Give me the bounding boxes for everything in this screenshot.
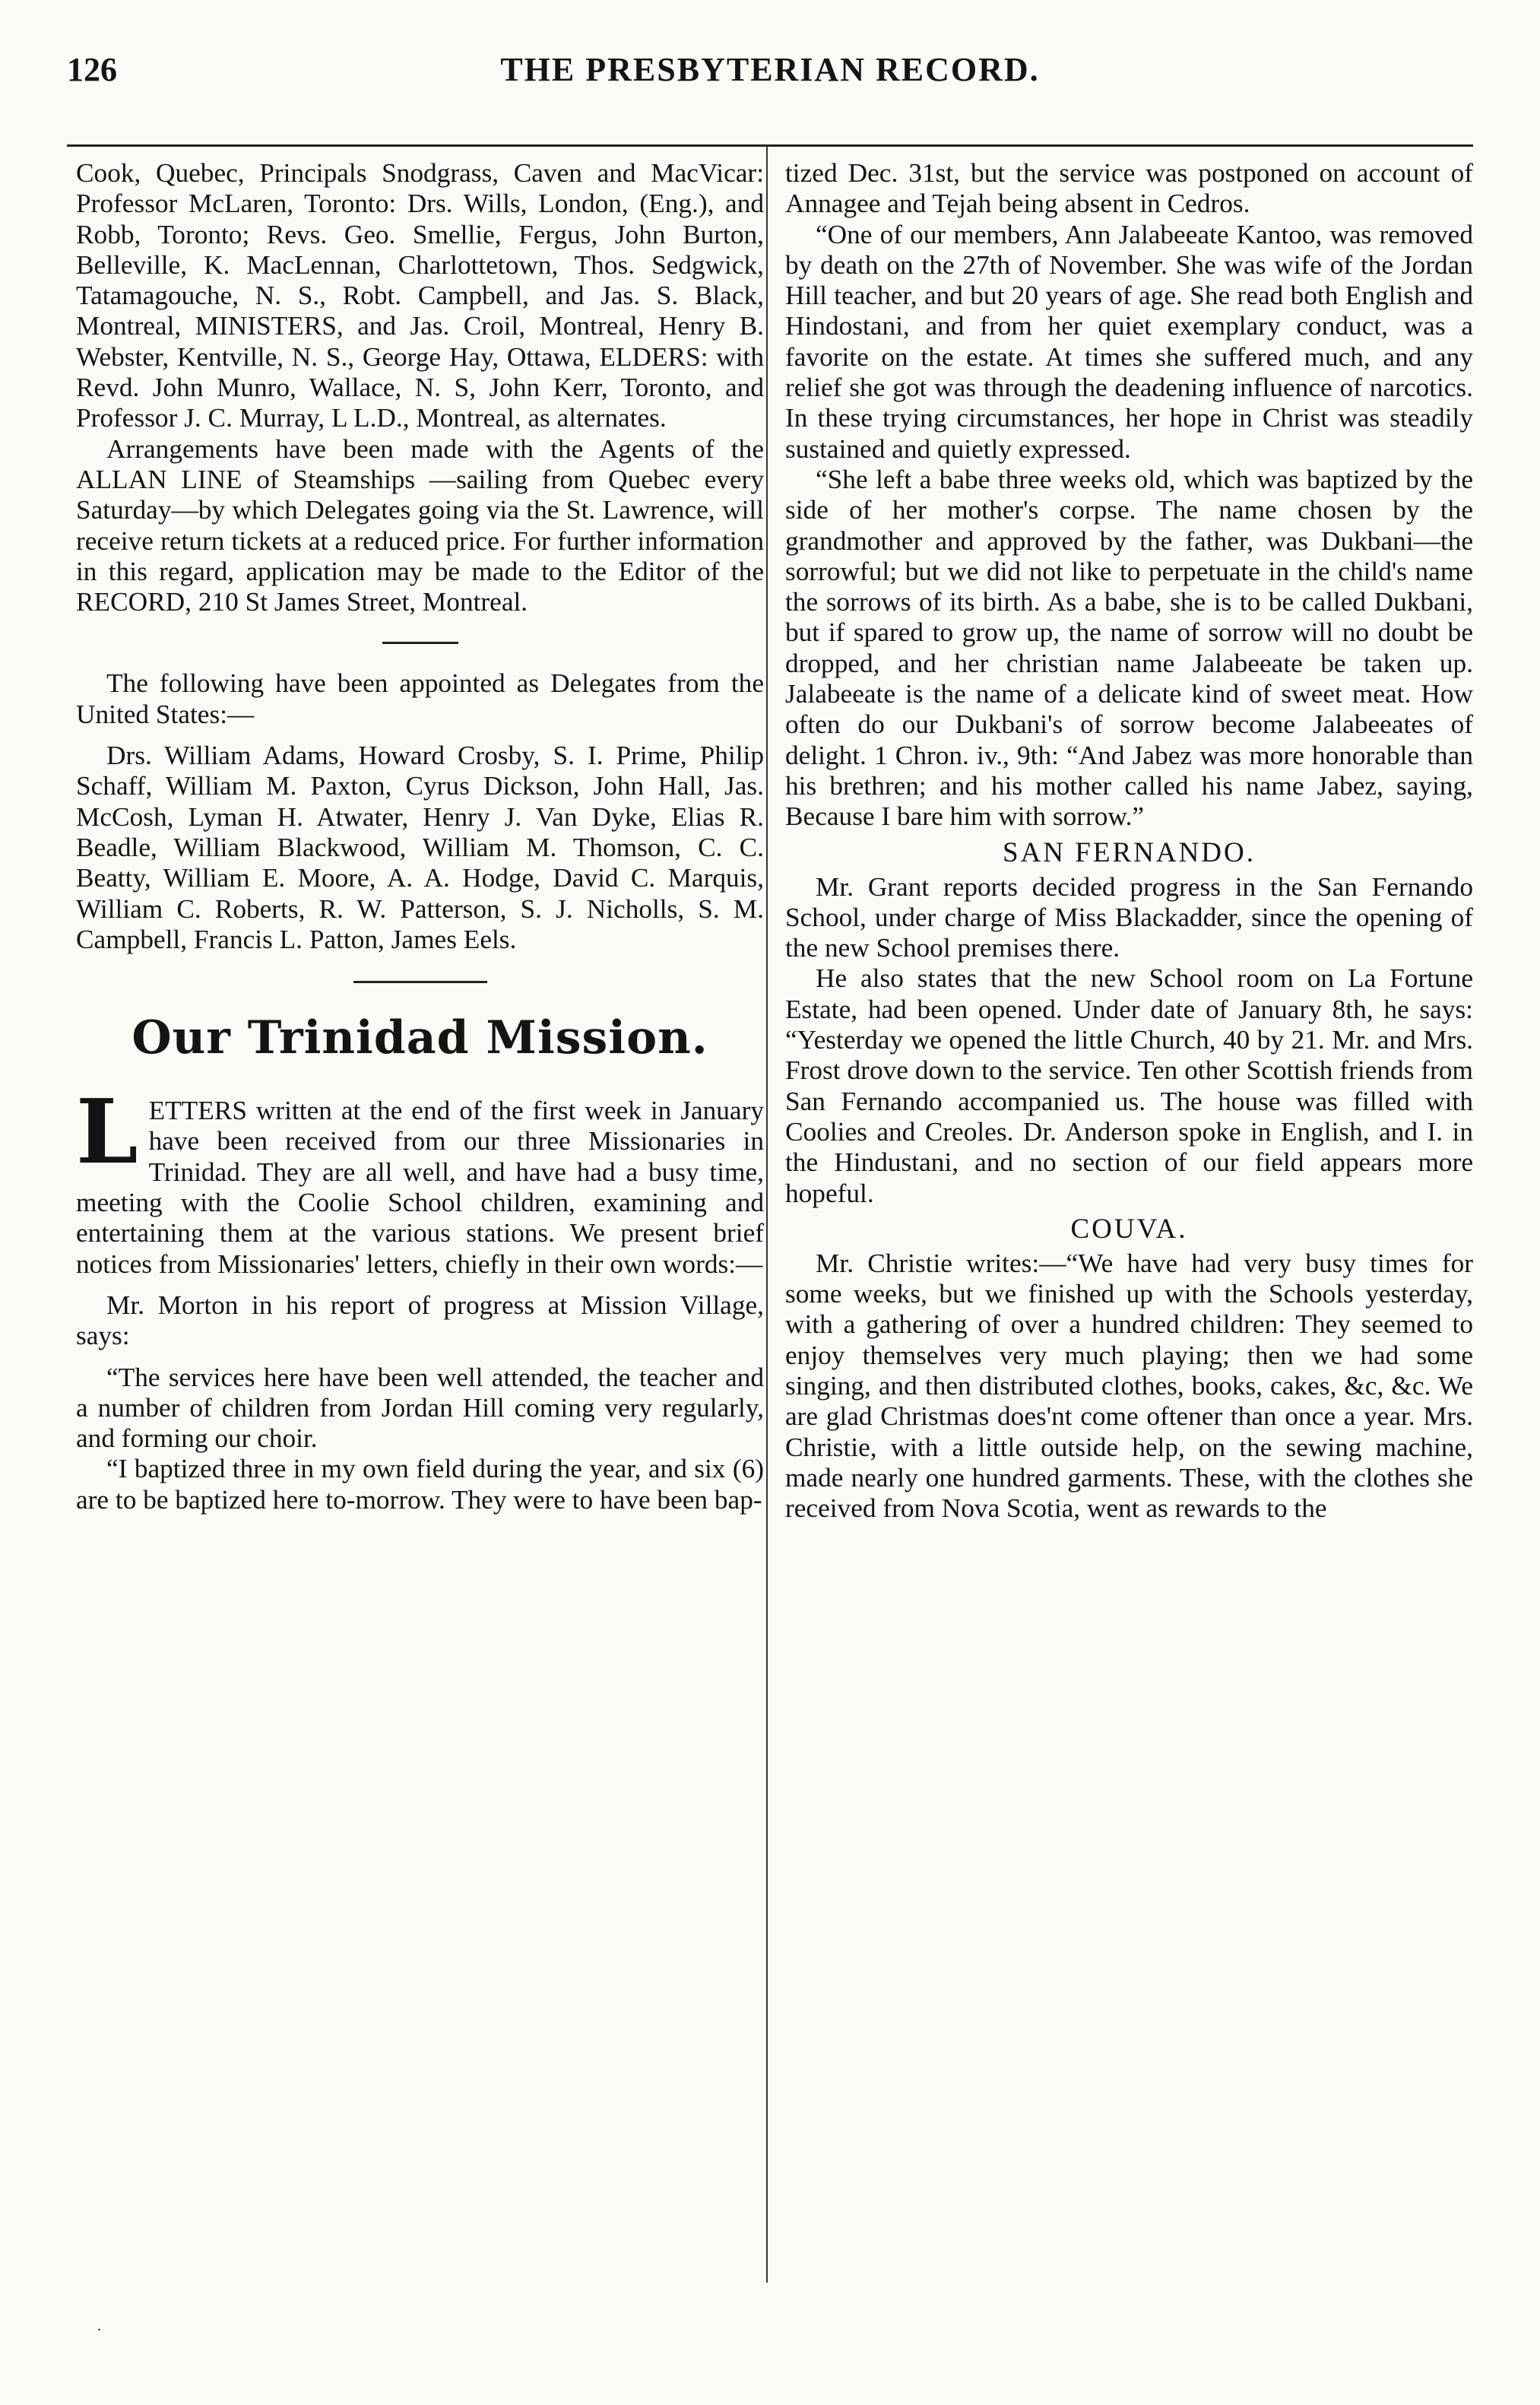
right-column	[785, 158, 1473, 1524]
section-divider	[353, 981, 487, 983]
arrangements-paragraph: Arrangements have been made with the Agents of the ALLAN LINE of Steamships —sailing from Quebec every Saturday—by which Delegates going via the St. Lawrence, will receive return tickets at a reduced price. For further information in this regard, application may be made to the Editor of the RECORD, 210 St James Street, Montreal.	[76, 433, 764, 617]
morton-paragraph: Mr. Morton in his report of progress at Mission Village, says:	[76, 1290, 764, 1351]
new-room-paragraph: He also states that the new School room on La Fortune Estate, had been opened. Under date of January 8th, he says: “Yesterday we opened the little Church, 40 by 21. Mr. and Mrs. Frost drove down to the service. Ten other Scottish friends from San Fernando accompanied us. The house was filled with Coolies and Creoles. Dr. Anderson spoke in English, and I. in the Hindustani, and no section of our field appears more hopeful.	[785, 963, 1473, 1208]
us-delegates-names: Drs. William Adams, Howard Crosby, S. I. Prime, Philip Schaff, William M. Paxton, Cyrus Dickson, John Hall, Jas. McCosh, Lyman H. Atwater, Henry J. Van Dyke, Elias R. Beadle, William Blackwood, William M. Thomson, C. C. Beatty, William E. Moore, A. A. Hodge, David C. Marquis, William C. Roberts, R. W. Patterson, S. J. Nicholls, S. M. Campbell, Francis L. Patton, James Eels.	[76, 741, 764, 954]
header-rule	[67, 144, 1473, 147]
page-header	[67, 50, 1473, 119]
margin-mark: .	[97, 2318, 101, 2334]
babe-paragraph: “She left a babe three weeks old, which was baptized by the side of her mother's corpse. The name chosen by the grandmother and approved by the father, was Dukbani—the sorrowful; but we did not like to perpetuate in the child's name the sorrows of its birth. As a babe, she is to be called Dukbani, but if spared to grow up, the name of sorrow will no doubt be dropped, and her christian name Jalabeeate be taken up. Jalabeeate is the name of a delicate kind of sweet meat. How often do our Dukbani's of sorrow become Jalabeeates of delight. 1 Chron. iv., 9th: “And Jabez was more honorable than his brethren; and his mother called his name Jabez, saying, Because I bare him with sorrow.”	[785, 464, 1473, 832]
drop-cap: L	[76, 1080, 138, 1185]
column-divider	[766, 146, 768, 2283]
services-paragraph: “The services here have been well attended, the teacher and a number of children from Jordan Hill coming very regularly, and forming our choir.	[76, 1362, 764, 1454]
ann-paragraph: “One of our members, Ann Jalabeeate Kantoo, was removed by death on the 27th of November. She was wife of the Jordan Hill teacher, and but 20 years of age. She read both English and Hindostani, and from her quiet exemplary conduct, was a favorite on the estate. At times she suffered much, and any relief she got was through the deadening influence of narcotics. In these trying circumstances, her hope in Christ was steadily sustained and quietly expressed.	[785, 219, 1473, 464]
subhead-couva: COUVA.	[1070, 1213, 1188, 1245]
delegates-list-paragraph: Cook, Quebec, Principals Snodgrass, Caven and MacVicar: Professor McLaren, Toronto: Drs. Wills, London, (Eng.), and Robb, Toronto; Revs. Geo. Smellie, Fergus, John Burton, Belleville, K. MacLennan, Charlottetown, Thos. Sedgwick, Tatamagouche, N. S., Robt. Campbell, and Jas. S. Black, Montreal, MINISTERS, and Jas. Croil, Montreal, Henry B. Webster, Kentville, N. S., George Hay, Ottawa, ELDERS: with Revd. John Munro, Wallace, N. S, John Kerr, Toronto, and Professor J. C. Murray, L L.D., Montreal, as alternates.	[76, 158, 764, 433]
subhead-san-fernando: SAN FERNANDO.	[1003, 836, 1256, 868]
tized-paragraph: tized Dec. 31st, but the service was postponed on account of Annagee and Tejah being absent in Cedros.	[785, 158, 1473, 219]
us-delegates-intro: The following have been appointed as Delegates from the United States:—	[76, 668, 764, 729]
christie-paragraph: Mr. Christie writes:—“We have had very busy times for some weeks, but we finished up with the Schools yesterday, with a gathering of over a hundred children: They seemed to enjoy themselves very much playing; then we had some singing, and then distributed clothes, books, cakes, &c, &c. We are glad Christmas does'nt come oftener than once a year. Mrs. Christie, with a little outside help, on the sewing machine, made nearly one hundred garments. These, with the clothes she received from Nova Scotia, went as rewards to the	[785, 1248, 1473, 1524]
journal-title: THE PRESBYTERIAN RECORD.	[500, 51, 1040, 88]
section-divider	[382, 642, 458, 644]
letters-text: ETTERS written at the end of the first week in January have been received from our three Missionaries in Trinidad. They are all well, and have had a busy time, meeting with the Coolie School children, examining and entertaining them at the various stations. We present brief notices from Missionaries' letters, chiefly in their own words:—	[76, 1096, 764, 1279]
section-title: Our Trinidad Mission.	[132, 1011, 708, 1065]
grant-paragraph: Mr. Grant reports decided progress in the San Fernando School, under charge of Miss Blackadder, since the opening of the new School premises there.	[785, 871, 1473, 963]
left-column	[76, 158, 764, 1515]
page-number: 126	[67, 51, 117, 88]
baptized-paragraph: “I baptized three in my own field during the year, and six (6) are to be baptized here to-morrow. They were to have been bap-	[76, 1454, 764, 1515]
letters-paragraph	[76, 1080, 764, 1280]
